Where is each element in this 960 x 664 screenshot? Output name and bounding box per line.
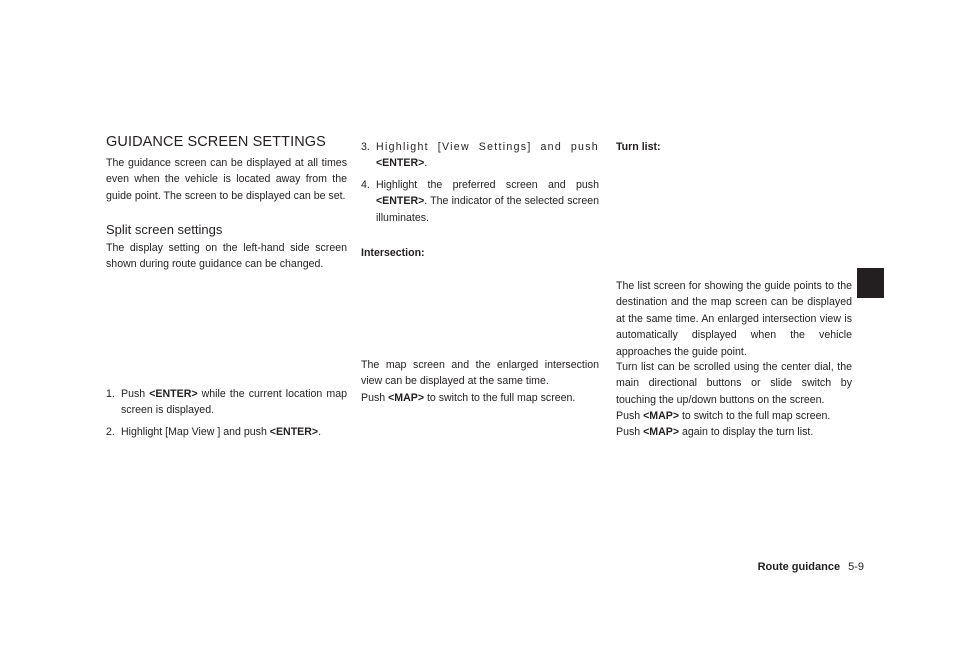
step-4-number: 4. (361, 178, 370, 191)
intersection-push-line (361, 390, 599, 406)
push1-pre: Push (616, 410, 644, 422)
step-2-pre: Highlight [Map View ] and push (121, 425, 270, 438)
step-2-post: . (318, 425, 322, 438)
page-footer (758, 561, 864, 573)
turn-list-push-1 (616, 408, 852, 424)
enter-key: <ENTER> (376, 195, 425, 208)
step-4-pre: Highlight the preferred screen and push (376, 178, 599, 191)
step-1-number: 1. (106, 388, 115, 400)
intersection-heading: Intersection: (361, 247, 425, 259)
map-key: <MAP> (643, 426, 680, 438)
step-1-post: while the current location map screen is displayed. (121, 388, 347, 417)
push1-post: to switch to the full map screen. (679, 410, 831, 422)
step-2-number: 2. (106, 425, 115, 438)
section-title: GUIDANCE SCREEN SETTINGS (106, 134, 326, 150)
split-screen-paragraph: The display setting on the left-hand side screen shown during route guidance can be changed. (106, 242, 347, 271)
intro-paragraph: The guidance screen can be displayed at all times even when the vehicle is located away from the guide point. The screen to be displayed can be set. (106, 157, 347, 202)
step-3 (361, 139, 599, 172)
enter-key: <ENTER> (149, 388, 198, 400)
turn-list-paragraph-2: Turn list can be scrolled using the center dial, the main directional buttons or slide switch by touching the up/down buttons on the screen. (616, 361, 852, 406)
step-3-number: 3. (361, 141, 370, 153)
intersection-paragraph: The map screen and the enlarged intersection view can be displayed at the same time. (361, 359, 599, 388)
step-4 (361, 177, 599, 226)
footer-chapter-title: Route guidance (757, 561, 841, 573)
step-3-pre: Highlight [View Settings] and push (376, 141, 599, 153)
step-1-pre: Push (121, 388, 150, 400)
enter-key: <ENTER> (376, 157, 425, 170)
enter-key: <ENTER> (269, 425, 319, 438)
turn-list-push-2 (616, 424, 852, 440)
turn-list-heading: Turn list: (616, 141, 661, 153)
footer-page-number: 5-9 (848, 561, 864, 573)
push2-pre: Push (616, 426, 644, 438)
turn-list-paragraph-1: The list screen for showing the guide points to the destination and the map screen can be displayed at the same time. An enlarged intersection view is automatically displayed when the vehicle approaches the guide point. (616, 280, 852, 358)
step-3-post: . (424, 157, 428, 170)
push-pre: Push (361, 392, 389, 404)
chapter-side-tab (857, 268, 884, 298)
split-screen-subhead: Split screen settings (106, 222, 223, 237)
step-1 (106, 386, 347, 419)
map-key: <MAP> (388, 392, 425, 404)
step-2 (106, 424, 347, 440)
step-4-post: . The indicator of the selected screen illuminates. (376, 195, 599, 224)
push2-post: again to display the turn list. (679, 426, 814, 438)
map-key: <MAP> (643, 410, 680, 422)
steps-list-1 (106, 386, 347, 445)
push-post: to switch to the full map screen. (424, 392, 576, 404)
steps-list-2 (361, 139, 599, 231)
